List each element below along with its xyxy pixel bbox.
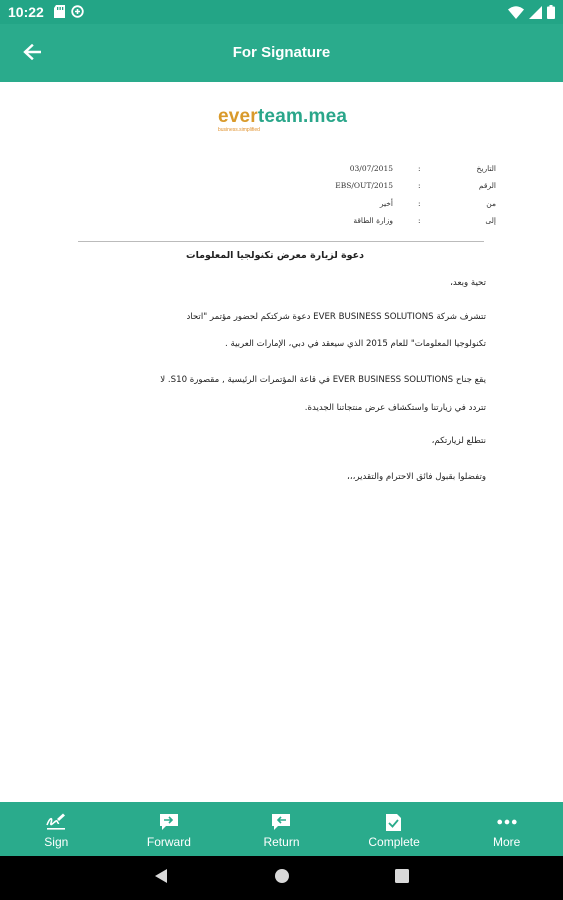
meta-value: 03/07/2015: [349, 164, 393, 173]
meta-label: الرقم: [478, 181, 496, 190]
forward-button[interactable]: [113, 802, 226, 856]
return-icon: [271, 812, 291, 832]
letter-paragraph-1-line-2: تكنولوجيا المعلومات" للعام 2015 الذي سيعقد في دبي، الإمارات العربية .: [225, 339, 486, 349]
meta-row-number: [0, 181, 563, 193]
recents-square-icon: [395, 869, 409, 888]
forward-label: Forward: [146, 835, 191, 849]
system-recents-button[interactable]: [392, 868, 412, 888]
meta-colon: :: [418, 181, 421, 190]
logo-part-ever: ever: [218, 106, 258, 127]
letter-divider: [78, 241, 484, 242]
logo-wordmark: [218, 106, 347, 128]
bottom-action-bar: [0, 802, 563, 856]
letter-title: دعوة لزيارة معرض تكنولجيا المعلومات: [186, 250, 364, 261]
system-home-button[interactable]: [272, 868, 292, 888]
return-label: Return: [263, 835, 300, 849]
complete-button[interactable]: [338, 802, 451, 856]
letter-greeting: تحية وبعد،: [450, 278, 486, 288]
meta-value: أخير: [379, 199, 393, 208]
meta-colon: :: [418, 199, 421, 208]
sign-label: Sign: [44, 835, 69, 849]
return-button[interactable]: [225, 802, 338, 856]
meta-value: وزارة الطاقة: [353, 216, 393, 225]
system-back-button[interactable]: [151, 868, 171, 888]
sign-icon: [46, 812, 66, 832]
complete-icon: [384, 812, 404, 832]
meta-label: إلى: [485, 216, 496, 225]
sign-button[interactable]: [0, 802, 113, 856]
system-nav-bar: [0, 856, 563, 900]
logo-part-team: team.mea: [257, 106, 348, 127]
status-left-icons: [54, 5, 84, 23]
company-logo: [218, 106, 347, 133]
sd-card-icon: [54, 5, 65, 23]
back-triangle-icon: [154, 868, 168, 889]
meta-colon: :: [418, 216, 421, 225]
document-viewer[interactable]: [0, 82, 563, 802]
more-icon: [497, 812, 517, 832]
battery-icon: [547, 5, 555, 24]
more-button[interactable]: [450, 802, 563, 856]
meta-label: من: [486, 199, 496, 208]
letter-closing-1: نتطلع لزيارتكم،: [431, 436, 486, 446]
meta-row-date: [0, 164, 563, 176]
letter-closing-2: وتفضلوا بقبول فائق الاحترام والتقدير،،،: [347, 472, 486, 482]
meta-row-to: [0, 216, 563, 228]
app-bar: [0, 24, 563, 82]
meta-label: التاريخ: [476, 164, 496, 173]
more-label: More: [493, 835, 521, 849]
meta-colon: :: [418, 164, 421, 173]
letter-paragraph-2-line-1: يقع جناح EVER BUSINESS SOLUTIONS في قاعة المؤتمرات الرئيسية , مقصورة S10. لا: [160, 375, 486, 385]
logo-tagline: business.simplified: [218, 127, 260, 133]
letter-paragraph-2-line-2: تتردد في زيارتنا واستكشاف عرض منتجاتنا الجديدة.: [304, 403, 486, 413]
meta-row-from: [0, 199, 563, 211]
wifi-icon: [508, 6, 524, 24]
forward-icon: [159, 812, 179, 832]
meta-value: EBS/OUT/2015: [335, 181, 393, 190]
page-title: For Signature: [232, 44, 331, 61]
status-bar: [0, 0, 563, 24]
status-right-icons: [508, 5, 555, 24]
letter-paragraph-1-line-1: تتشرف شركة EVER BUSINESS SOLUTIONS دعوة شركتكم لحضور مؤتمر "اتحاد: [186, 312, 486, 322]
data-saver-icon: [71, 5, 84, 23]
home-circle-icon: [274, 868, 290, 889]
complete-label: Complete: [368, 835, 420, 849]
cellular-icon: [529, 6, 542, 24]
status-time: 10:22: [8, 4, 44, 20]
